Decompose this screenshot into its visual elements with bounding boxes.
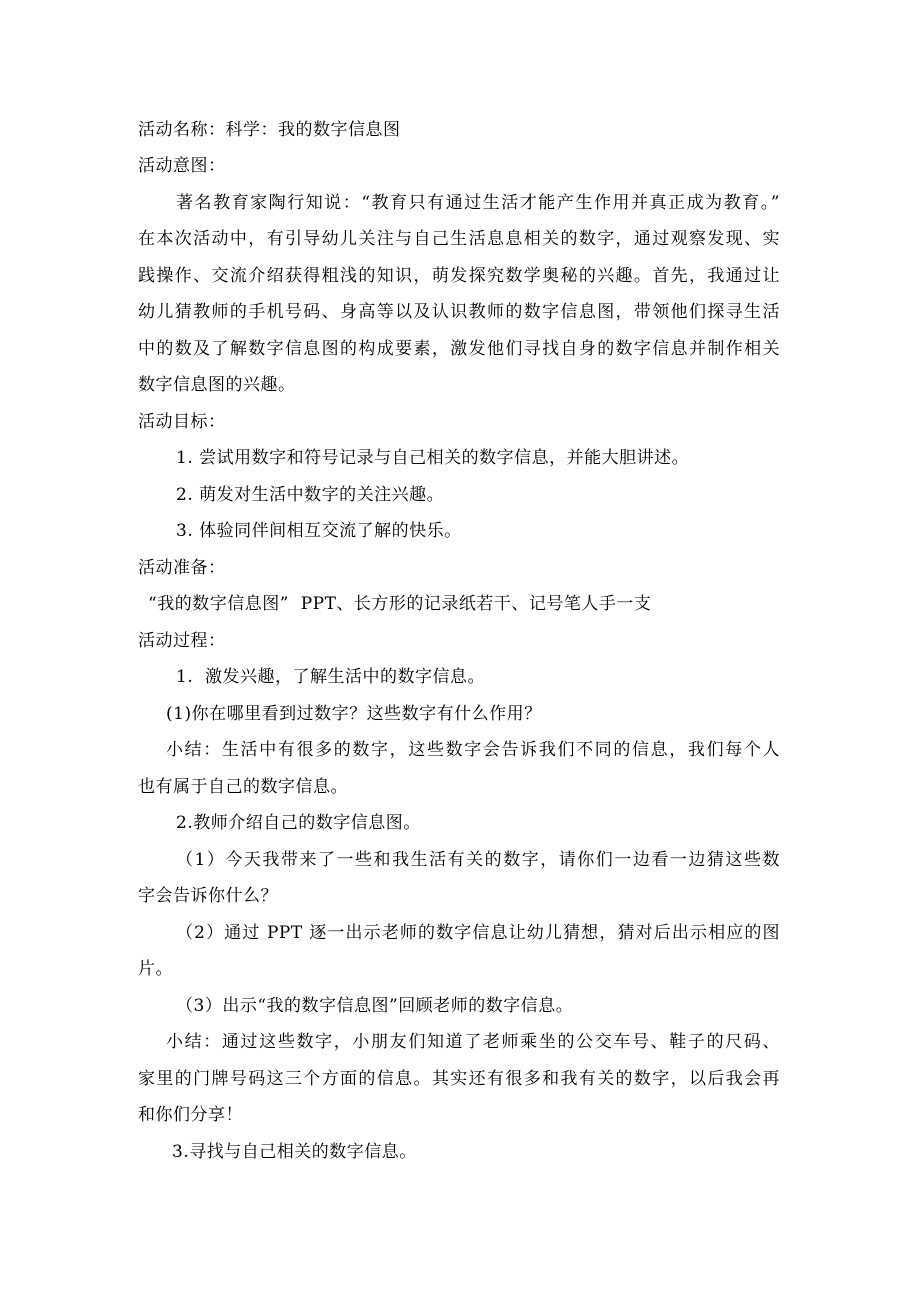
process-line: 也有属于自己的数字信息。: [138, 777, 348, 797]
intent-paragraph-line: 著名教育家陶行知说：“教育只有通过生活才能产生作用并真正成为教育。”: [176, 193, 780, 213]
goal-item: 1. 尝试用数字和符号记录与自己相关的数字信息，并能大胆讲述。: [176, 448, 690, 468]
goal-item: 3. 体验同伴间相互交流了解的快乐。: [176, 521, 462, 541]
process-line: 片。: [138, 959, 173, 979]
goals-heading: 活动目标：: [138, 412, 226, 432]
process-step: 3.寻找与自己相关的数字信息。: [172, 1142, 417, 1162]
prep-line: “我的数字信息图” PPT、长方形的记录纸若干、记号笔人手一支: [148, 594, 652, 614]
process-line: 字会告诉你什么？: [138, 886, 278, 906]
goal-item: 2. 萌发对生活中数字的关注兴趣。: [176, 485, 445, 505]
process-line: （1）今天我带来了一些和我生活有关的数字，请你们一边看一边猜这些数: [176, 850, 780, 870]
intent-paragraph-line: 数字信息图的兴趣。: [138, 375, 296, 395]
process-line: 小结：通过这些数字，小朋友们知道了老师乘坐的公交车号、鞋子的尺码、: [166, 1032, 780, 1052]
intent-paragraph-line: 在本次活动中，有引导幼儿关注与自己生活息息相关的数字，通过观察发现、实: [138, 229, 780, 249]
process-line: 家里的门牌号码这三个方面的信息。其实还有很多和我有关的数字，以后我会再: [138, 1069, 780, 1089]
process-line: （2）通过 PPT 逐一出示老师的数字信息让幼儿猜想，猜对后出示相应的图: [176, 923, 780, 943]
process-step: 1. 激发兴趣，了解生活中的数字信息。: [176, 667, 486, 687]
activity-title: 活动名称：科学：我的数字信息图: [138, 120, 401, 140]
intent-heading: 活动意图：: [138, 156, 226, 176]
process-line: （3）出示“我的数字信息图”回顾老师的数字信息。: [176, 996, 574, 1016]
process-line: 和你们分享！: [138, 1105, 243, 1125]
intent-paragraph-line: 中的数及了解数字信息图的构成要素，激发他们寻找自身的数字信息并制作相关: [138, 339, 780, 359]
intent-paragraph-line: 践操作、交流介绍获得粗浅的知识，萌发探究数学奥秘的兴趣。首先，我通过让: [138, 266, 780, 286]
prep-heading: 活动准备：: [138, 558, 226, 578]
process-line: (1)你在哪里看到过数字？这些数字有什么作用？: [166, 704, 542, 724]
process-heading: 活动过程：: [138, 631, 226, 651]
process-line: 小结：生活中有很多的数字，这些数字会告诉我们不同的信息，我们每个人: [166, 740, 780, 760]
intent-paragraph-line: 幼儿猜教师的手机号码、身高等以及认识教师的数字信息图，带领他们探寻生活: [138, 302, 780, 322]
process-step: 2.教师介绍自己的数字信息图。: [176, 813, 421, 833]
